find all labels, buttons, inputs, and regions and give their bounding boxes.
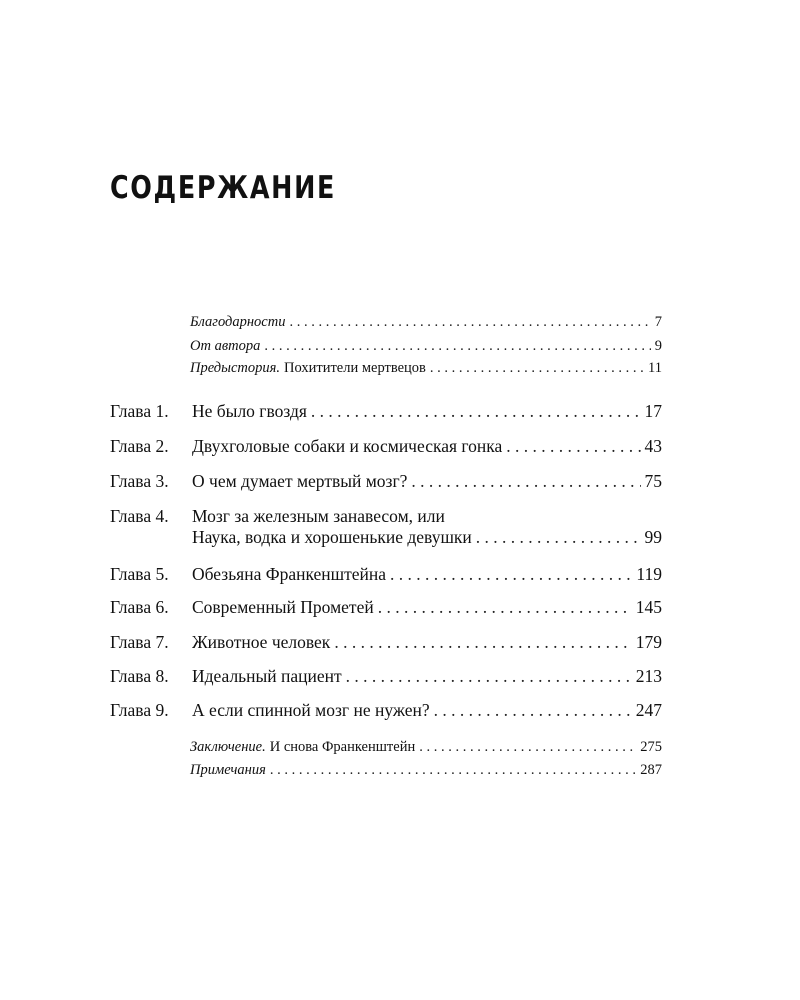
- leader-dots: [346, 666, 632, 687]
- toc-entry-conclusion[interactable]: [190, 739, 662, 756]
- toc-chapter-9[interactable]: [110, 700, 662, 721]
- toc-entry-page: 11: [648, 360, 662, 376]
- chapter-number: Глава 6.: [110, 597, 169, 617]
- chapter-number: Глава 7.: [110, 632, 169, 652]
- toc-entry-label: Предыстория.: [190, 360, 280, 376]
- leader-dots: [334, 632, 631, 653]
- leader-dots: [411, 471, 640, 492]
- chapter-title-line2: Наука, водка и хорошенькие девушки: [192, 527, 472, 547]
- toc-chapter-2[interactable]: [110, 436, 662, 457]
- toc-entry-label: От автора: [190, 338, 261, 354]
- leader-dots: [419, 739, 636, 756]
- chapter-page: 17: [644, 401, 662, 421]
- toc-entry-page: 287: [640, 762, 662, 778]
- toc-entry-subtitle: Похитители мертвецов: [283, 360, 426, 376]
- chapter-page: 75: [644, 471, 662, 491]
- toc-chapter-7[interactable]: [110, 632, 662, 653]
- chapter-title: Идеальный пациент: [192, 666, 342, 686]
- chapter-title: О чем думает мертвый мозг?: [192, 471, 408, 491]
- chapter-title: Не было гвоздя: [192, 401, 307, 421]
- toc-chapter-4-continued[interactable]: [192, 527, 662, 548]
- leader-dots: [506, 436, 640, 457]
- leader-dots: [378, 597, 632, 618]
- toc-entry-notes[interactable]: [190, 762, 662, 779]
- toc-chapter-3[interactable]: [110, 471, 662, 492]
- chapter-number: Глава 9.: [110, 700, 169, 720]
- toc-entry-subtitle: И снова Франкенштейн: [269, 739, 416, 755]
- toc-entry-acknowledgements[interactable]: [190, 314, 662, 331]
- chapter-title: Обезьяна Франкенштейна: [192, 564, 387, 584]
- leader-dots: [270, 762, 636, 779]
- leader-dots: [311, 401, 641, 422]
- chapter-page: 145: [635, 597, 662, 617]
- toc-chapter-6[interactable]: [110, 597, 662, 618]
- toc-entry-label: Благодарности: [190, 314, 286, 330]
- toc-chapter-5[interactable]: [110, 564, 662, 585]
- chapter-title: А если спинной мозг не нужен?: [192, 700, 430, 720]
- toc-chapter-1[interactable]: [110, 401, 662, 422]
- page-title: СОДЕРЖАНИЕ: [110, 170, 337, 206]
- chapter-title: Мозг за железным занавесом, или: [192, 506, 445, 526]
- chapter-number: Глава 1.: [110, 401, 169, 421]
- toc-chapter-4[interactable]: [110, 506, 662, 527]
- leader-dots: [264, 338, 650, 355]
- toc-entry-label: Заключение.: [190, 739, 266, 755]
- chapter-number: Глава 2.: [110, 436, 169, 456]
- toc-entry-page: 7: [654, 314, 662, 330]
- leader-dots: [289, 314, 650, 331]
- leader-dots: [390, 564, 632, 585]
- chapter-page: 99: [644, 527, 662, 547]
- leader-dots: [476, 527, 641, 548]
- leader-dots: [434, 700, 632, 721]
- chapter-page: 213: [635, 666, 662, 686]
- toc-entry-from-author[interactable]: [190, 338, 662, 355]
- toc-entry-page: 275: [640, 739, 662, 755]
- chapter-page: 179: [635, 632, 662, 652]
- chapter-title: Современный Прометей: [192, 597, 374, 617]
- leader-dots: [430, 360, 644, 377]
- toc-entry-prehistory[interactable]: [190, 360, 662, 377]
- chapter-number: Глава 8.: [110, 666, 169, 686]
- toc-entry-label: Примечания: [190, 762, 266, 778]
- chapter-page: 247: [635, 700, 662, 720]
- chapter-number: Глава 3.: [110, 471, 169, 491]
- chapter-title: Двухголовые собаки и космическая гонка: [192, 436, 503, 456]
- chapter-number: Глава 4.: [110, 506, 169, 526]
- chapter-title: Животное человек: [192, 632, 331, 652]
- chapter-page: 119: [636, 564, 662, 584]
- toc-entry-page: 9: [654, 338, 662, 354]
- toc-chapter-8[interactable]: [110, 666, 662, 687]
- chapter-page: 43: [644, 436, 662, 456]
- chapter-number: Глава 5.: [110, 564, 169, 584]
